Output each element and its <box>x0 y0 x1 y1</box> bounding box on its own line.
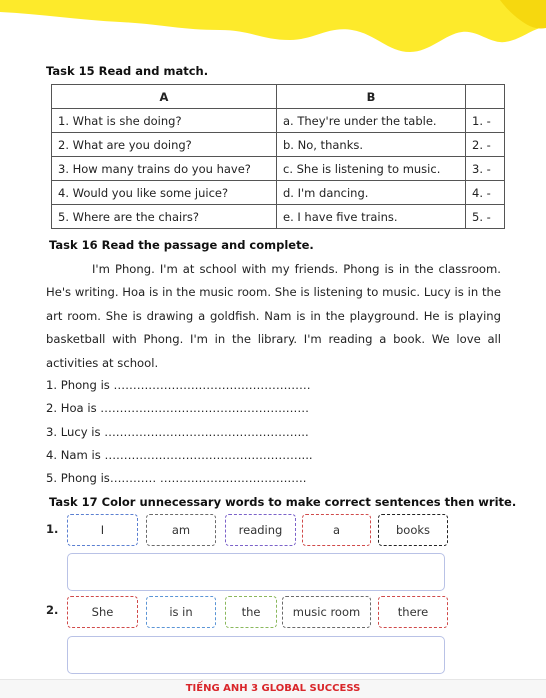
answer-box[interactable] <box>67 636 445 674</box>
task17-title: Task 17 Color unnecessary words to make correct sentences then write. <box>49 495 517 509</box>
word-box[interactable]: a <box>302 514 371 546</box>
reading-passage <box>46 258 501 375</box>
completion-item-5[interactable]: 5. Phong is………… ……………………………….. <box>46 471 307 485</box>
word-box[interactable]: She <box>67 596 138 628</box>
question-cell: 5. Where are the chairs? <box>52 205 277 229</box>
column-b-header: B <box>277 85 466 109</box>
task16-title: Task 16 Read the passage and complete. <box>49 238 314 252</box>
sentence-number: 1. <box>46 522 59 536</box>
question-cell: 2. What are you doing? <box>52 133 277 157</box>
completion-item-4[interactable]: 4. Nam is ……………………………………………... <box>46 448 313 462</box>
yellow-wave-banner <box>0 0 546 62</box>
match-table <box>51 84 505 229</box>
word-box[interactable]: music room <box>282 596 371 628</box>
response-cell: d. I'm dancing. <box>277 181 466 205</box>
footer-title: TIẾNG ANH 3 GLOBAL SUCCESS <box>185 683 361 694</box>
response-cell: c. She is listening to music. <box>277 157 466 181</box>
word-box[interactable]: reading <box>225 514 296 546</box>
question-cell: 1. What is she doing? <box>52 109 277 133</box>
word-box[interactable]: I <box>67 514 138 546</box>
answer-cell[interactable]: 3. - <box>466 157 505 181</box>
word-box[interactable]: am <box>146 514 216 546</box>
completion-item-3[interactable]: 3. Lucy is …………………………………………….. <box>46 425 309 439</box>
response-cell: e. I have five trains. <box>277 205 466 229</box>
table-row <box>52 133 505 157</box>
table-row <box>52 205 505 229</box>
word-box[interactable]: books <box>378 514 448 546</box>
sentence-number: 2. <box>46 603 59 617</box>
question-cell: 3. How many trains do you have? <box>52 157 277 181</box>
answer-cell[interactable]: 5. - <box>466 205 505 229</box>
word-box[interactable]: there <box>378 596 448 628</box>
word-box[interactable]: the <box>225 596 277 628</box>
answer-box[interactable] <box>67 553 445 591</box>
table-header-row <box>52 85 505 109</box>
answer-cell[interactable]: 1. - <box>466 109 505 133</box>
answer-cell[interactable]: 2. - <box>466 133 505 157</box>
response-cell: a. They're under the table. <box>277 109 466 133</box>
question-cell: 4. Would you like some juice? <box>52 181 277 205</box>
footer-bar <box>0 679 546 698</box>
answer-cell[interactable]: 4. - <box>466 181 505 205</box>
table-row <box>52 109 505 133</box>
task15-title: Task 15 Read and match. <box>46 64 209 78</box>
table-row <box>52 181 505 205</box>
answer-column-header <box>466 85 505 109</box>
passage-text: I'm Phong. I'm at school with my friends. Phong is in the classroom. He's writing. Hoa is in the music room. She is listening to music. Lucy is in the art room. She is drawing a goldfish. Nam is in the playground. He is playing basketball with Phong. I'm in the library. I'm reading a book. We love all activities at school. <box>46 262 501 370</box>
table-row <box>52 157 505 181</box>
response-cell: b. No, thanks. <box>277 133 466 157</box>
column-a-header: A <box>52 85 277 109</box>
completion-item-2[interactable]: 2. Hoa is ……………………………………………… <box>46 401 309 415</box>
completion-item-1[interactable]: 1. Phong is …………………………………………… <box>46 378 311 392</box>
word-box[interactable]: is in <box>146 596 216 628</box>
